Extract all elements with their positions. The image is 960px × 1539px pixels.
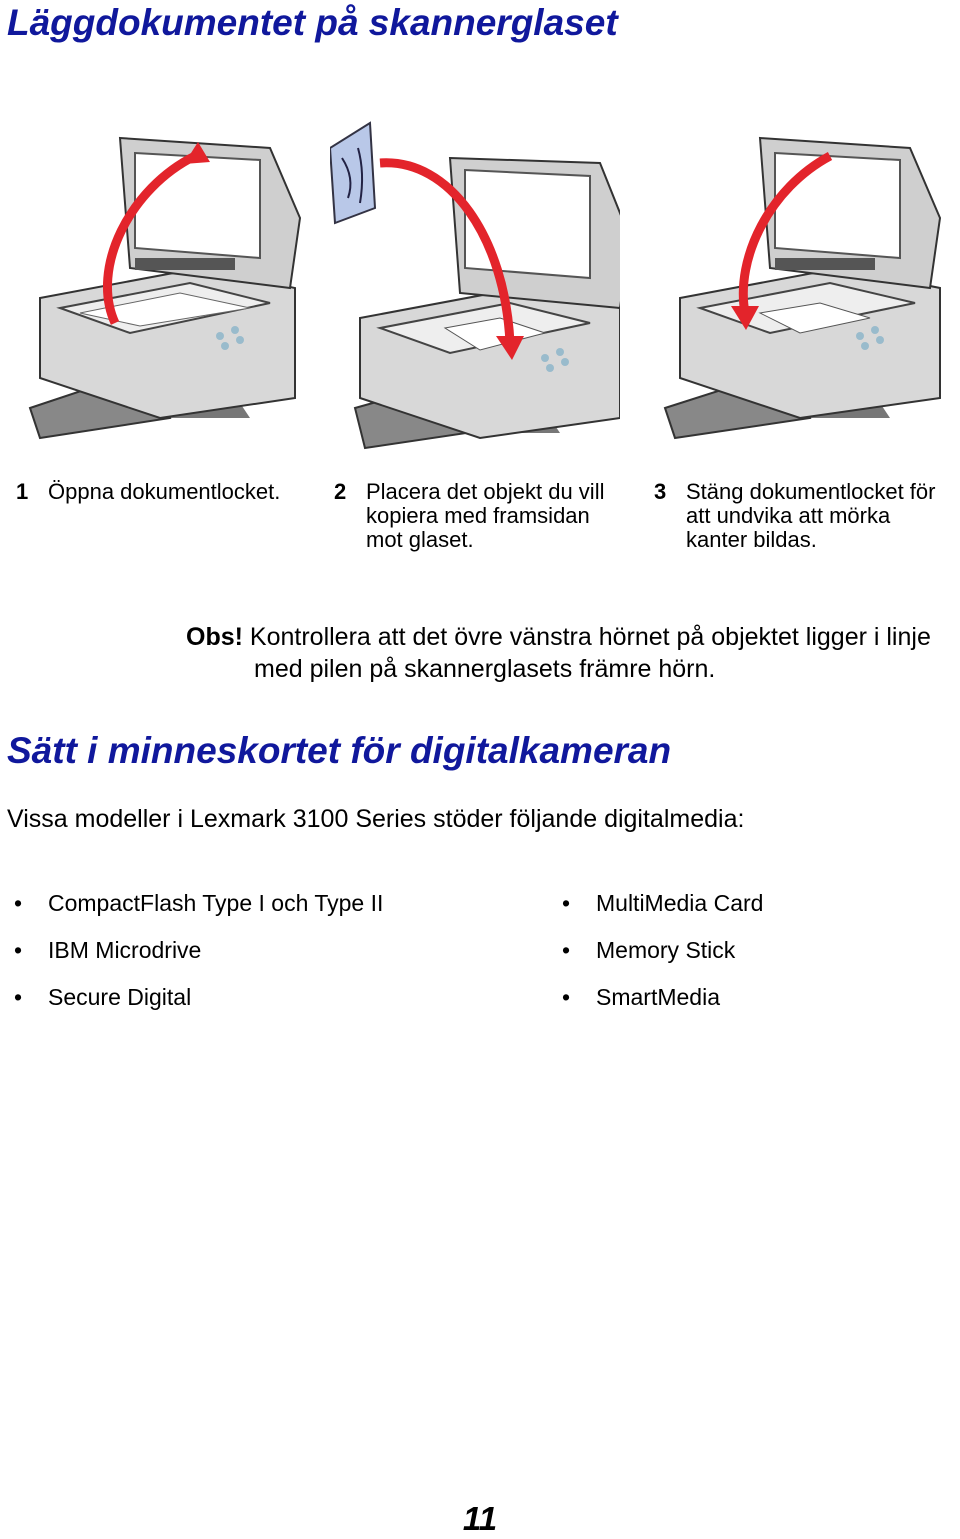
- section-title: Läggdokumentet på skannerglaset: [7, 2, 618, 43]
- step-text: Öppna dokumentlocket.: [48, 479, 281, 504]
- note-text-line2: med pilen på skannerglasets främre hörn.: [254, 655, 716, 683]
- list-item: [562, 935, 942, 982]
- step-number: 2: [334, 479, 347, 504]
- list-item: [14, 982, 534, 1029]
- printer-place-document-arrow-icon: [330, 118, 620, 468]
- list-item: [562, 982, 942, 1029]
- list-item-text: Secure Digital: [48, 984, 192, 1010]
- step-number: 3: [654, 479, 667, 504]
- list-item-text: MultiMedia Card: [596, 890, 764, 916]
- bullet: •: [562, 984, 571, 1010]
- list-item: [14, 888, 534, 935]
- note-label: Obs!: [186, 623, 243, 651]
- printer-lid-open-arrow-icon: [20, 118, 310, 468]
- list-item-text: Memory Stick: [596, 937, 736, 963]
- printer-lid-close-arrow-icon: [660, 118, 950, 468]
- list-item-text: SmartMedia: [596, 984, 720, 1010]
- list-item-text: CompactFlash Type I och Type II: [48, 890, 384, 916]
- step-text: Stäng dokumentlocket för att undvika att mörka kanter bildas.: [686, 479, 936, 552]
- bullet: •: [562, 890, 571, 916]
- media-list-col2: [562, 888, 942, 1029]
- bullet: •: [14, 937, 23, 963]
- page-number: 11: [462, 1500, 498, 1537]
- bullet: •: [14, 890, 23, 916]
- step-number: 1: [16, 479, 29, 504]
- bullet: •: [562, 937, 571, 963]
- intro-paragraph: Vissa modeller i Lexmark 3100 Series stöder följande digitalmedia:: [7, 805, 745, 833]
- list-item: [562, 888, 942, 935]
- bullet: •: [14, 984, 23, 1010]
- list-item-text: IBM Microdrive: [48, 937, 202, 963]
- media-list-col1: [14, 888, 534, 1029]
- note: [186, 621, 960, 685]
- step-text: Placera det objekt du vill kopiera med framsidan mot glaset.: [366, 479, 605, 552]
- list-item: [14, 935, 534, 982]
- section-title: Sätt i minneskortet för digitalkameran: [7, 730, 672, 771]
- note-text-line1: Kontrollera att det övre vänstra hörnet på objektet ligger i linje: [249, 623, 931, 651]
